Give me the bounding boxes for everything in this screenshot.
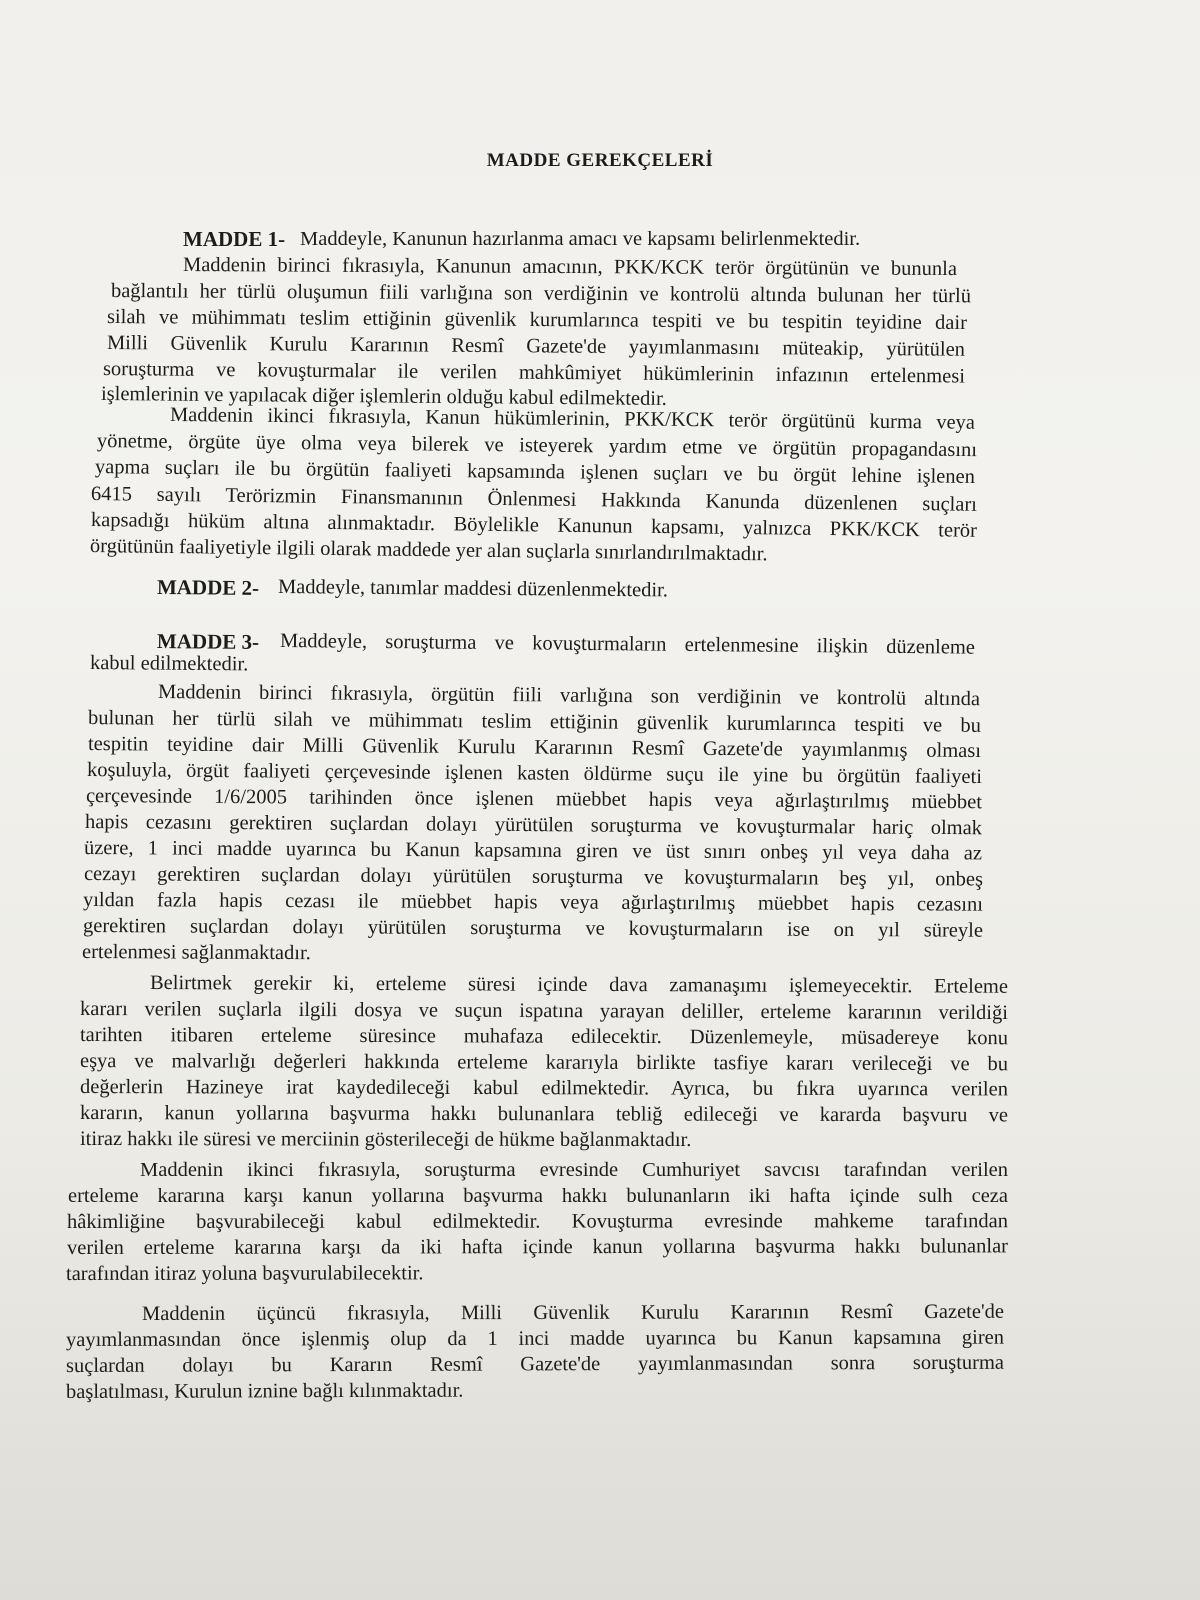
madde1-text-line: Maddenin birinci fıkrasıyla, Kanunun amacının, PKK/KCK terör örgütünün ve bununla — [182, 254, 958, 281]
madde3-text-line: erteleme kararına karşı kanun yollarına başvurma hakkı bulunanların iki hafta içinde sulh ceza — [68, 1185, 1008, 1207]
madde3-text-line: tarafından itiraz yoluna başvurulabilecektir. — [65, 1262, 424, 1285]
madde3-text-line: koşuluyla, örgüt faaliyeti çerçevesinde işlenen kasten öldürme suçu ile yine bu örgütün faaliyeti — [86, 759, 983, 789]
madde2-label: MADDE 2- — [156, 575, 260, 600]
madde3-text-line: yayımlanmasından önce işlenmiş olup da 1 inci madde uyarınca bu Kanun kapsamına giren — [65, 1326, 1005, 1351]
madde3-text-line: Maddenin üçüncü fıkrasıyla, Milli Güvenlik Kurulu Kararının Resmî Gazete'de — [141, 1300, 1005, 1325]
madde3-text-line: Maddenin ikinci fıkrasıyla, soruşturma evresinde Cumhuriyet savcısı tarafından verilen — [140, 1159, 1008, 1181]
madde3-text-line: değerlerin Hazineye irat kaydedileceği kabul edilmektedir. Ayrıca, bu fıkra uyarınca verilen — [79, 1076, 1009, 1101]
madde3-text-line: bulunan her türlü silah ve mühimmatı teslim ettiğinin güvenlik kurumlarınca tespiti ve bu — [87, 707, 982, 737]
madde1-text-line: kapsadığı hüküm altına alınmaktadır. Böylelikle Kanunun kapsamı, yalnızca PKK/KCK terör — [90, 509, 978, 542]
madde1-text-line: örgütünün faaliyetiyle ilgili olarak maddede yer alan suçlarla sınırlandırılmaktadır. — [89, 535, 768, 566]
madde1-text-line: Maddenin ikinci fıkrasıyla, Kanun hükümlerinin, PKK/KCK terör örgütünü kurma veya — [169, 404, 976, 434]
madde1-text-line: işlemlerinin ve yapılacak diğer işlemlerin olduğu kabul edilmektedir. — [100, 383, 667, 410]
madde3-text-line: Maddenin birinci fıkrasıyla, örgütün fiili varlığına son verdiğinin ve kontrolü altında — [157, 681, 981, 711]
madde3-text-line: kabul edilmektedir. — [89, 652, 249, 676]
madde1-text-line: silah ve mühimmatı teslim ettiğinin güvenlik kurumlarınca tespiti ve bu tespitin teyidine dair — [106, 306, 968, 335]
madde3-text-line: gerektiren suçlardan dolayı yürütülen soruşturma ve kovuşturmaların ise on yıl süreyle — [82, 915, 984, 942]
madde1-text-line: yapma suçları ile bu örgütün faaliyeti kapsamında işlenen suçları ve bu örgüt lehine işlenen — [94, 456, 976, 488]
madde1-text-line: 6415 sayılı Terörizmin Finansmanının Önlenmesi Hakkında Kanunda düzenlenen suçları — [90, 483, 978, 516]
madde1-text-line: bağlantılı her türlü oluşumun fiili varlığına son verdiğinin ve kontrolü altında bulunan her türlü — [110, 280, 972, 308]
madde3-text-line: kararı verilen suçlarla ilgili dosya ve suçun ispatına yarayan deliller, erteleme kararının verildiği — [79, 998, 1009, 1025]
madde3-text-line: verilen erteleme kararına karşı da iki hafta içinde kanun yollarına başvurma hakkı bulunanlar — [66, 1235, 1009, 1259]
madde3-text-line: çerçevesinde 1/6/2005 tarihinden önce işlenen müebbet hapis veya ağırlaştırılmış müebbet — [85, 785, 983, 814]
madde3-label: MADDE 3- — [156, 629, 260, 654]
madde3-text-line: hapis cezasını gerektiren suçlardan dolayı yürütülen soruşturma ve kovuşturmalar hariç olmak — [84, 811, 983, 840]
madde1-text-line: Maddeyle, Kanunun hazırlanma amacı ve kapsamı belirlenmektedir. — [300, 228, 861, 250]
madde3-text-line: cezayı gerektiren suçlardan dolayı yürütülen soruşturma ve kovuşturmaların beş yıl, onbeş — [83, 863, 984, 891]
madde3-text-line: tespitin teyidine dair Milli Güvenlik Kurulu Kararının Resmî Gazete'de yayımlanmış olması — [87, 733, 982, 763]
madde1-text-line: yönetme, örgüte üye olma veya bilerek ve isteyerek yardım etme ve örgütün propagandasını — [96, 430, 978, 462]
madde3-text-line: suçlardan dolayı bu Kararın Resmî Gazete'de yayımlanmasından sonra soruşturma — [65, 1351, 1005, 1377]
madde2-text-line: Maddeyle, tanımlar maddesi düzenlenmektedir. — [277, 576, 669, 602]
madde3-text-line: Belirtmek gerekir ki, erteleme süresi içinde dava zamanaşımı işlemeyecektir. Erteleme — [149, 972, 1009, 998]
madde3-text-line: Maddeyle, soruşturma ve kovuşturmaların ertelenmesine ilişkin düzenleme — [279, 630, 976, 659]
madde3-text-line: başlatılması, Kurulun iznine bağlı kılınmaktadır. — [65, 1379, 464, 1403]
madde3-text-line: üzere, 1 inci madde uyarınca bu Kanun kapsamına giren ve üst sınırı onbeş yıl veya daha az — [83, 837, 983, 865]
madde3-text-line: tarihten itibaren erteleme süresince muhafaza edilecektir. Düzenlemeyle, müsadereye konu — [79, 1024, 1009, 1050]
madde1-text-line: Milli Güvenlik Kurulu Kararının Resmî Gazete'de yayımlanmasını müteakip, yürütülen — [106, 332, 966, 361]
madde1-text-line: soruşturma ve kovuşturmalar ile verilen mahkûmiyet hükümlerinin infazının ertelenmesi — [102, 358, 966, 388]
document-title: MADDE GEREKÇELERİ — [486, 150, 714, 171]
madde3-text-line: itiraz hakkı ile süresi ve merciinin gösterileceği de hükme bağlanmaktadır. — [79, 1128, 692, 1152]
madde3-text-line: kararın, kanun yollarına başvurma hakkı bulunanlara tebliğ edileceği ve kararda başvuru ve — [79, 1102, 1009, 1127]
madde3-text-line: hâkimliğine başvurabileceği kabul edilmektedir. Kovuşturma evresinde mahkeme tarafından — [66, 1210, 1009, 1233]
madde1-label: MADDE 1- — [183, 227, 286, 251]
madde3-text-line: ertelenmesi sağlanmaktadır. — [81, 941, 311, 965]
madde3-text-line: yıldan fazla hapis cezası ile müebbet hapis veya ağırlaştırılmış müebbet hapis cezasını — [82, 889, 984, 916]
madde3-text-line: eşya ve malvarlığı değerleri hakkında erteleme kararıyla birlikte tasfiye kararı verileceği ve bu — [79, 1050, 1009, 1076]
